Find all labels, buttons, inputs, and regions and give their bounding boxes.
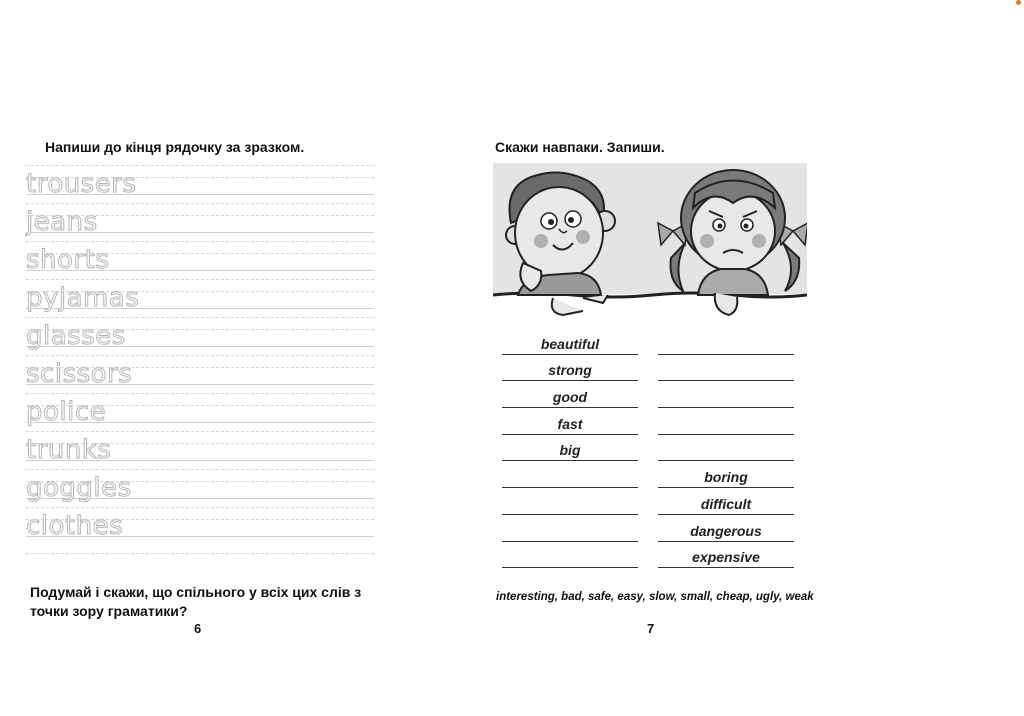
- trace-row: [26, 315, 374, 353]
- answer-word: strong: [548, 362, 592, 379]
- answer-word: difficult: [700, 495, 752, 512]
- right-instruction: Скажи навпаки. Запиши.: [495, 139, 665, 155]
- boy-figure: [506, 173, 615, 315]
- trace-word: trunks: [26, 435, 112, 465]
- trace-row: [26, 163, 374, 201]
- trace-row: [26, 201, 374, 239]
- answer-slot: [502, 464, 638, 491]
- hint-word-bank: interesting, bad, safe, easy, slow, small, cheap, ugly, weak: [496, 591, 814, 603]
- trace-word: pyjamas: [26, 283, 140, 313]
- answer-slot: [502, 411, 638, 438]
- trace-word: trousers: [26, 169, 137, 199]
- answer-slot: [502, 358, 638, 385]
- answer-slot: [502, 438, 638, 465]
- children-illustration: [493, 163, 807, 333]
- trace-word: scissors: [26, 359, 133, 389]
- trace-word: goggles: [26, 473, 132, 503]
- corner-dot: [1016, 0, 1021, 5]
- answer-slot: [658, 411, 794, 438]
- answer-slot: [658, 518, 794, 545]
- answer-slot: [658, 464, 794, 491]
- trace-row: [26, 239, 374, 277]
- answer-slot: [502, 545, 638, 572]
- answer-word: fast: [557, 415, 583, 432]
- trace-row: [26, 391, 374, 429]
- answer-slot: [658, 384, 794, 411]
- left-word-column: [502, 331, 638, 571]
- answer-slot: [658, 331, 794, 358]
- tracing-area: [26, 163, 374, 565]
- answer-slot: [502, 518, 638, 545]
- answer-word: beautiful: [540, 335, 600, 352]
- answer-word: dangerous: [690, 522, 762, 539]
- trace-row: [26, 467, 374, 505]
- answer-slot: [658, 358, 794, 385]
- answer-slot: [658, 545, 794, 572]
- trace-row: [26, 505, 374, 543]
- page-number-left: 6: [194, 621, 202, 636]
- answer-word: boring: [704, 469, 748, 486]
- trace-row: [26, 353, 374, 391]
- trace-word: shorts: [26, 245, 110, 275]
- answer-slot: [502, 331, 638, 358]
- answer-slot: [658, 438, 794, 465]
- right-word-column: [658, 331, 794, 571]
- answer-word: good: [552, 389, 588, 406]
- trace-row: [26, 277, 374, 315]
- trace-word: glasses: [26, 321, 126, 351]
- page-number-right: 7: [647, 621, 655, 636]
- answer-slot: [502, 384, 638, 411]
- answer-word: expensive: [692, 549, 760, 566]
- answer-slot: [658, 491, 794, 518]
- answer-slot: [502, 491, 638, 518]
- answer-word: big: [559, 442, 581, 459]
- trace-row: [26, 429, 374, 467]
- left-instruction: Напиши до кінця рядочку за зразком.: [45, 139, 305, 155]
- grammar-question: Подумай і скажи, що спільного у всіх цих слів з точки зору граматики?: [30, 584, 362, 619]
- trace-word: jeans: [26, 207, 98, 237]
- trace-word: clothes: [26, 511, 124, 541]
- trace-word: police: [26, 397, 107, 427]
